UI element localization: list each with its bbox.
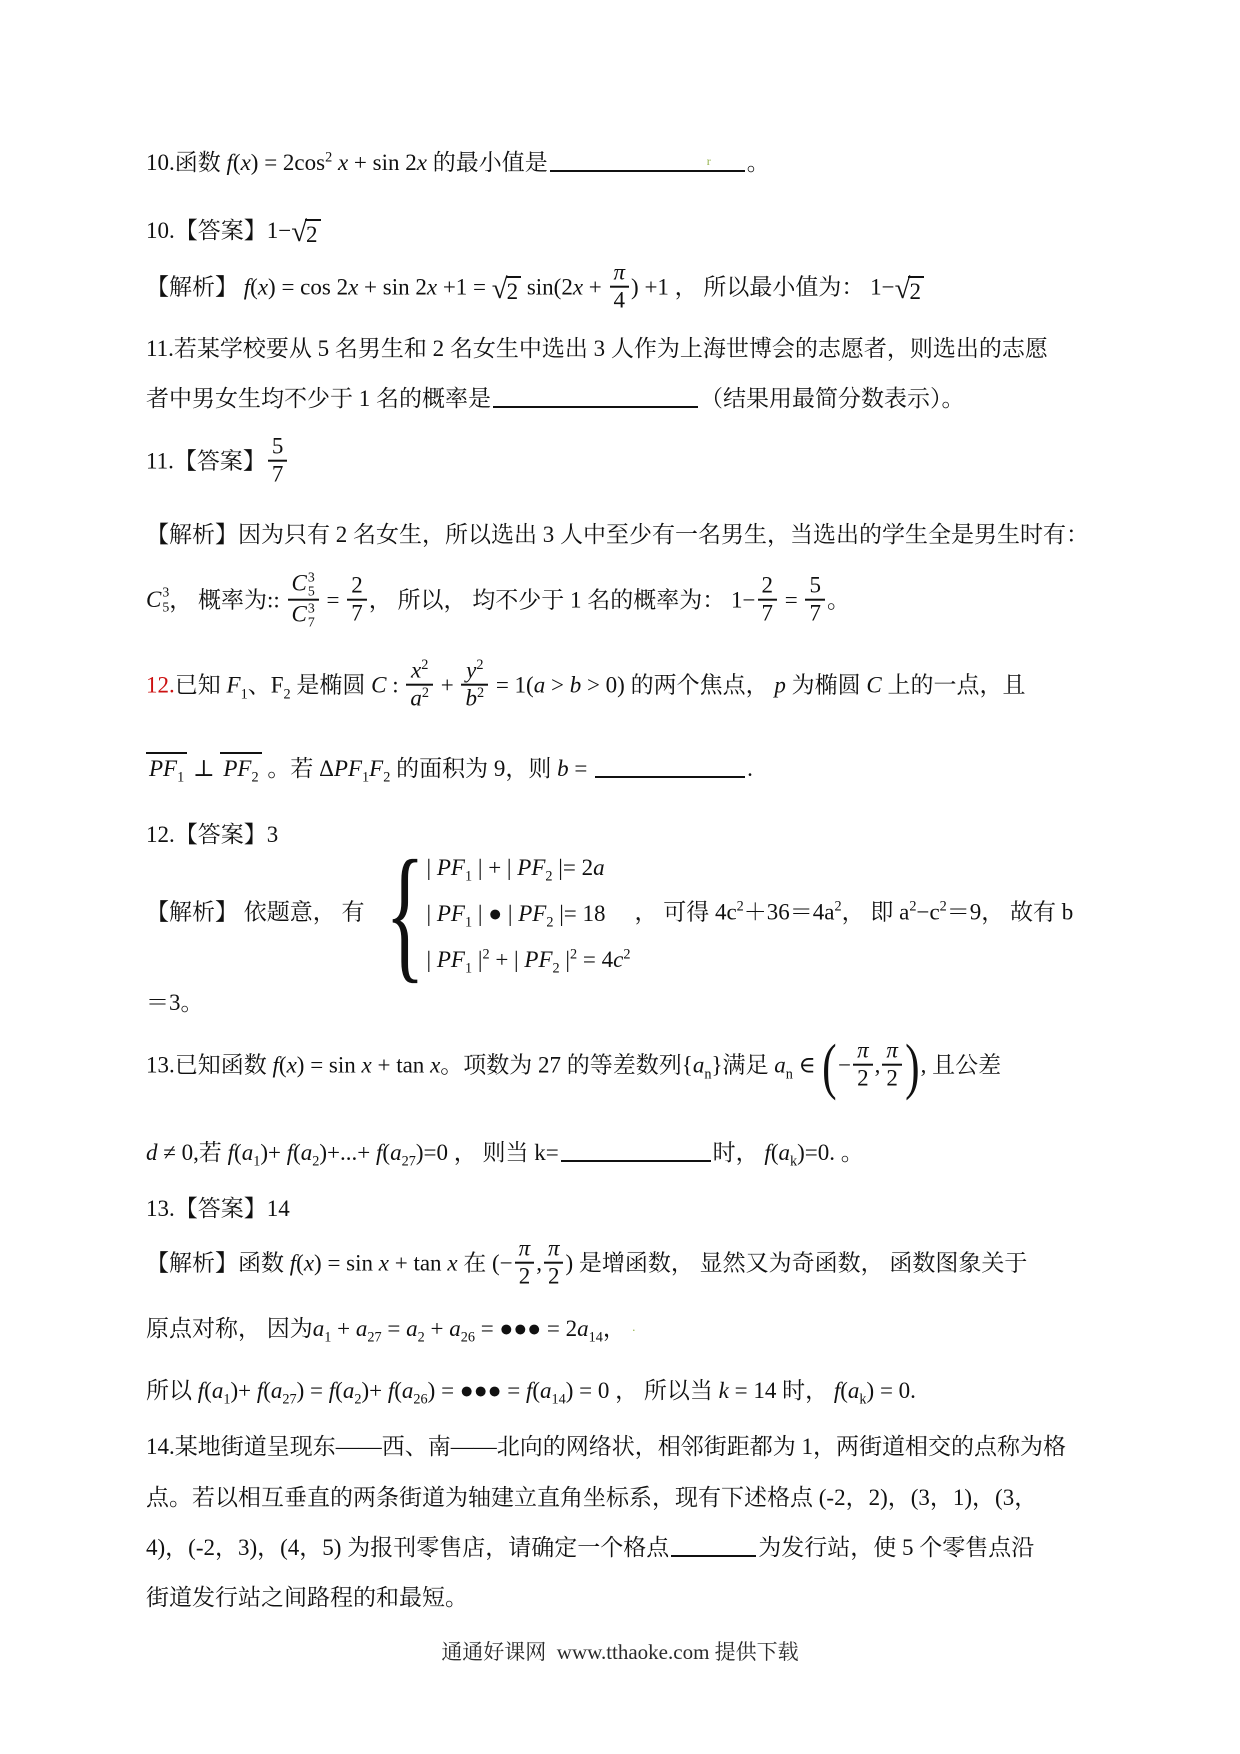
- paragraph-q13_q2: d ≠ 0,若 $f(a_1)+ f(a_2)+...+ f(a_{27})=0$ ， 则当 k= 时， $f(a_k)=0$. 。: [146, 1140, 864, 1170]
- paragraph-q12_q2: $PF_1$ ⊥ $PF_2$ 。若 $\Delta PF_1F_2$ 的面积为 9，则 b = .: [146, 752, 753, 785]
- paragraph-q13_an3: 所以 $f(a_1)+ f(a_{27}) = f(a_2)+ f(a_{26})$ = ●●● = $f(a_{14}) = 0$ ， 所以当 k = 14 时， $f(a_k) = 0$.: [146, 1378, 916, 1408]
- combination-symbol: C 3 5: [291, 569, 315, 599]
- square-root: √ 2: [291, 219, 320, 249]
- paragraph-q13_answer: 13.【答案】14: [146, 1196, 290, 1221]
- answer-blank: [595, 754, 745, 778]
- paragraph-q11_an2: C 3 5 ， 概率为:: C 3 5 C 3 7 = $\frac{2}{7}$ ， 所以， 均不少于 1 名的概率为： 1− $\frac{2}{7}$ = $\frac{5}{7}$ 。: [146, 569, 850, 630]
- answer-blank: [671, 1533, 756, 1557]
- vector-overline: $PF_1$: [146, 752, 187, 781]
- fraction: $\frac{\pi}{2}$: [853, 1038, 873, 1093]
- paragraph-q14_l4: 街道发行站之间路程的和最短。: [146, 1585, 468, 1610]
- paragraph-q14_l3: 4)，(-2，3)，(4，5) 为报刊零售店，请确定一个格点 为发行站，使 5 个零售点沿: [146, 1535, 1035, 1560]
- footer-text: 通通好课网 www.tthaoke.com 提供下载: [441, 1640, 799, 1664]
- stray-mark: ·: [631, 1322, 636, 1338]
- paragraph-q14_l1: 14.某地街道呈现东——西、南——北向的网络状，相邻街距都为 1，两街道相交的点称为格: [146, 1434, 1066, 1459]
- paragraph-q11_answer: 11.【答案】 $\frac{5}{7}$: [146, 436, 289, 491]
- answer-blank: [561, 1138, 711, 1162]
- paragraph-q11_q1: 11.若某学校要从 5 名男生和 2 名女生中选出 3 人作为上海世博会的志愿者，则选出的志愿: [146, 336, 1048, 361]
- fraction: $\frac{5}{7}$: [268, 434, 288, 489]
- fraction: $\frac{\pi}{2}$: [882, 1038, 902, 1093]
- combination-symbol: C 3 7: [291, 600, 315, 630]
- paragraph-q10_question: 10.函数 $f(x) = 2\cos^2$ x + sin 2x 的最小值是 r 。: [146, 149, 770, 175]
- paragraph-q10_analysis: 【解析】 f(x) = cos 2x + sin 2x +1 = √ 2 sin(2x + $\frac{\pi}{4}$ ) +1 ， 所以最小值为： 1− √ 2: [146, 262, 924, 317]
- paragraph-q13_an1: 【解析】函数 f(x) = sin x + tan x 在 (− $\frac{\pi}{2}$ , $\frac{\pi}{2}$ ) 是增函数， 显然又为奇函数， 函数图象关于: [146, 1235, 1028, 1290]
- paragraph-q12_answer: 12.【答案】3: [146, 822, 279, 847]
- fraction: $\frac{x^2}{a^2}$: [406, 658, 433, 713]
- paragraph-q11_an1: 【解析】因为只有 2 名女生，所以选出 3 人中至少有一名男生，当选出的学生全是男生时有：: [146, 522, 1089, 547]
- paragraph-q12_an2: ＝3。: [146, 990, 204, 1015]
- paragraph-q12_analysis: 【解析】 依题意， 有 { | $PF_1$ | + | $PF_2$ |= 2a | $PF_1$ | ● | $PF_2$ |= 18 | $PF_1$ $|^2$ + | $PF_2$ $|^2 = 4c^2$ ， 可得 $4c^2+36=4a^2$， 即 $a^2-c^2=9$， 故有 b: [146, 830, 1074, 997]
- square-root: √ 2: [492, 276, 521, 306]
- fraction: $\frac{2}{7}$: [347, 572, 367, 627]
- equation-system: { | $PF_1$ | + | $PF_2$ |= 2a | $PF_1$ | ● | $PF_2$ |= 18 | $PF_1$ $|^2$ + | $PF_2$ $|^2 = 4c^2$: [384, 830, 631, 997]
- fraction: $\frac{\pi}{4}$: [610, 260, 630, 315]
- answer-blank: [493, 384, 698, 408]
- fraction: $\frac{5}{7}$: [805, 572, 825, 627]
- fraction: $\frac{\pi}{2}$: [544, 1236, 564, 1291]
- paragraph-q14_l2: 点。若以相互垂直的两条街道为轴建立直角坐标系，现有下述格点 (-2，2)，(3，1)，(3，: [146, 1485, 1038, 1510]
- fraction: $\frac{\pi}{2}$: [515, 1236, 535, 1291]
- paragraph-q13_an2: 原点对称， 因为$a_1 + a_{27} = a_2 + a_{26}$ = ●●● = $2a_{14}$， ·: [146, 1316, 636, 1346]
- square-root: √ 2: [895, 276, 924, 306]
- answer-blank: r: [550, 148, 745, 172]
- paragraph-q10_answer: 10.【答案】1− √ 2: [146, 214, 321, 249]
- vector-overline: $PF_2$: [220, 752, 261, 781]
- paragraph-q11_q2: 者中男女生均不少于 1 名的概率是 （结果用最简分数表示）。: [146, 386, 965, 411]
- paragraph-q13_q1: 13.已知函数 f(x) = sin x + tan x。项数为 27 的等差数列$\{a_n\}$满足 $a_n$ ∈ (− $\frac{\pi}{2}$ , $\frac{\pi}{2}$ ), 且公差: [146, 1032, 1002, 1101]
- fraction: $\frac{2}{7}$: [758, 572, 778, 627]
- fraction: $\frac{y^2}{b^2}$: [461, 658, 488, 713]
- combination-symbol: C 3 5: [146, 585, 170, 615]
- paragraph-q12_q1: 12.已知 $F_1$、$F_2$ 是椭圆 C : $\frac{x^2}{a^2}$ + $\frac{y^2}{b^2}$ = 1(a > b > 0) 的两个焦点， p 为椭圆 C 上的一点，且: [146, 657, 1026, 712]
- fraction: [288, 570, 319, 630]
